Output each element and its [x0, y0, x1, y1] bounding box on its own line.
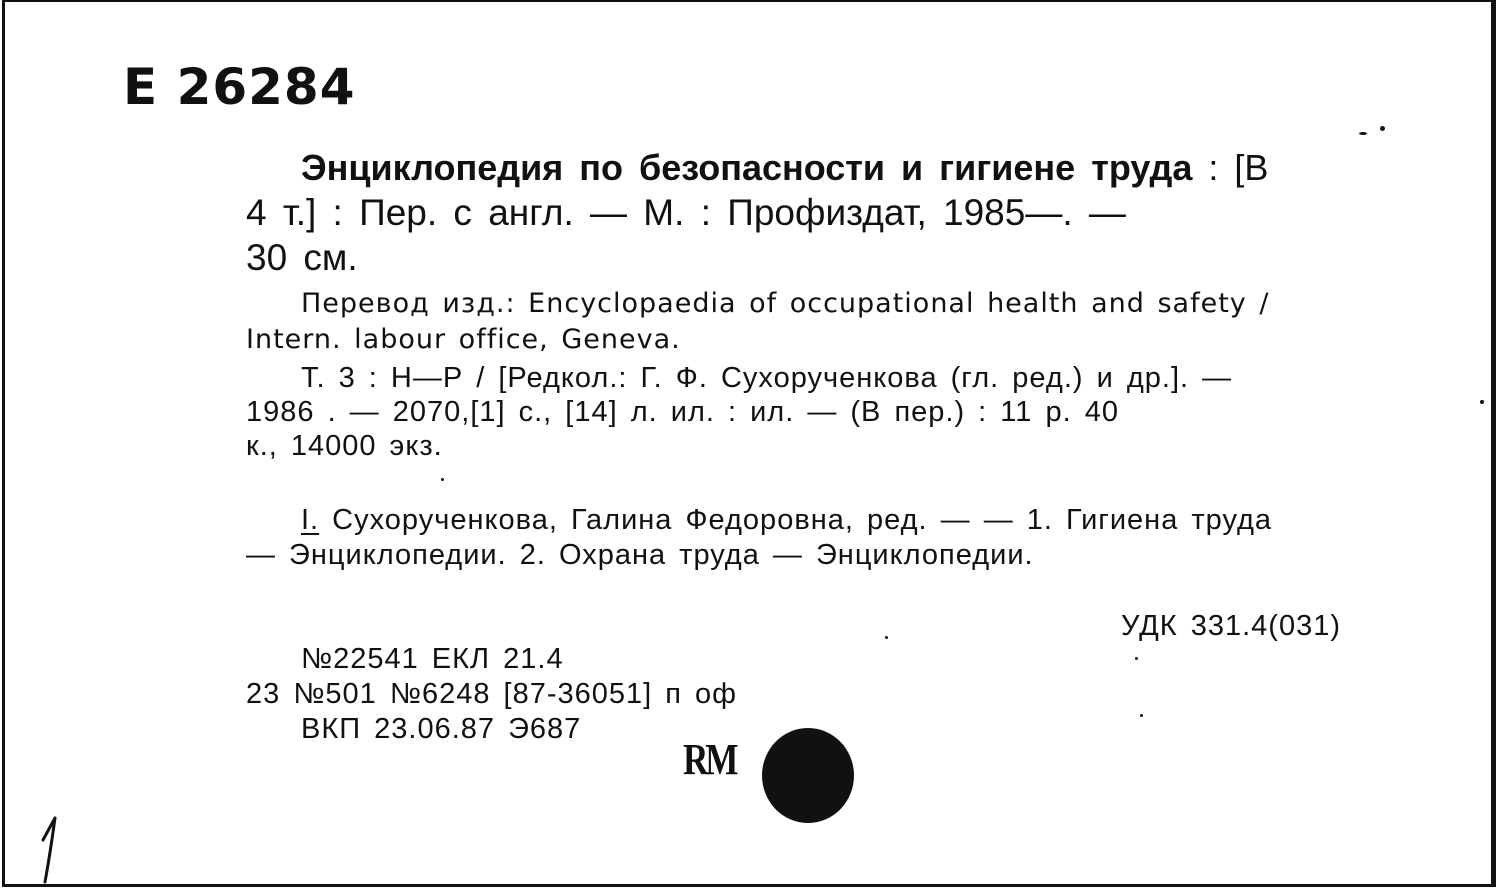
original-title-line-2: Intern. labour office, Geneva. — [246, 324, 681, 355]
udc-classification: УДК 331.4(031) — [1121, 610, 1341, 642]
registration-line-3: ВКП 23.06.87 Э687 — [301, 713, 582, 745]
speck — [885, 636, 888, 639]
black-dot-mark — [762, 728, 854, 823]
speck — [1359, 132, 1367, 135]
tracing-number: I. — [301, 504, 320, 536]
title-bold: Энциклопедия по безопасности и гигиене труда — [301, 147, 1193, 188]
title-line-2: 4 т.] : Пер. с англ. — М. : Профиздат, 1985—. — — [246, 192, 1126, 233]
registration-line-2: 23 №501 №6248 [87-36051] п оф — [246, 678, 738, 710]
speck — [1135, 657, 1138, 660]
rm-stamp: RM — [683, 735, 736, 784]
title-rest: : [В — [1192, 147, 1269, 188]
registration-line-1: №22541 ЕКЛ 21.4 — [301, 643, 564, 675]
tracing-line-1 — [301, 504, 1272, 537]
title-line-1 — [301, 147, 1268, 189]
original-title-line-1: Перевод изд.: Encyclopaedia of occupational health and safety / — [301, 288, 1270, 319]
shelf-mark: Е 26284 — [123, 58, 356, 116]
volume-line-3: к., 14000 экз. — [246, 430, 443, 462]
volume-line-2: 1986 . — 2070,[1] с., [14] л. ил. : ил. — (В пер.) : 11 р. 40 — [246, 396, 1119, 428]
speck — [1140, 714, 1143, 717]
speck — [1480, 400, 1484, 404]
catalog-card — [2, 0, 1496, 887]
tracing-text: Сухорученкова, Галина Федоровна, ред. — — 1. Гигиена труда — [319, 504, 1273, 536]
tracing-line-2: — Энциклопедии. 2. Охрана труда — Энциклопедии. — [246, 539, 1034, 571]
volume-line-1: Т. 3 : Н—Р / [Редкол.: Г. Ф. Сухорученкова (гл. ред.) и др.]. — — [301, 362, 1233, 394]
title-line-3: 30 см. — [246, 237, 358, 278]
handwritten-numeral-one — [35, 810, 65, 885]
speck — [1380, 126, 1385, 131]
speck — [441, 478, 444, 481]
